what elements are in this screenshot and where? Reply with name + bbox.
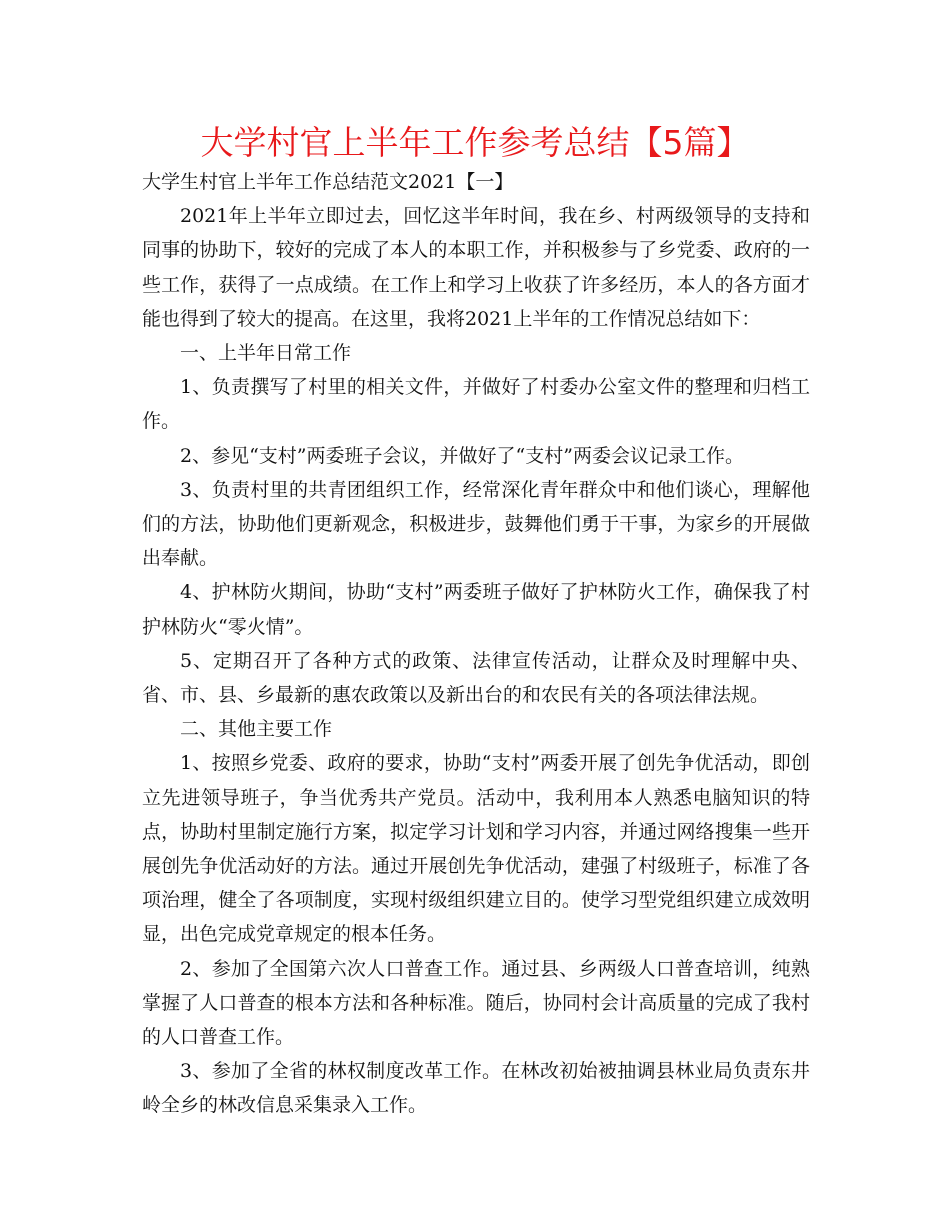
document-subtitle: 大学生村官上半年工作总结范文2021【一】 (142, 171, 514, 193)
paragraph-intro: 2021年上半年立即过去，回忆这半年时间，我在乡、村两级领导的支持和同事的协助下，较好的完成了本人的本职工作，并积极参与了乡党委、政府的一些工作，获得了一点成绩。在工作上和学习上收获了许多经历，本人的各方面才能也得到了较大的提高。在这里，我将2021上半年的工作情况总结如下： (142, 205, 810, 330)
section-heading-1: 一、上半年日常工作 (180, 342, 352, 365)
paragraph-item: 3、负责村里的共青团组织工作，经常深化青年群众中和他们谈心，理解他们的方法，协助他们更新观念，积极进步，鼓舞他们勇于干事，为家乡的开展做出奉献。 (142, 478, 810, 570)
paragraph-item: 1、按照乡党委、政府的要求，协助“支村”两委开展了创先争优活动，即创立先进领导班子，争当优秀共产党员。活动中，我利用本人熟悉电脑知识的特点，协助村里制定施行方案，拟定学习计划和学习内容，并通过网络搜集一些开展创先争优活动好的方法。通过开展创先争优活动，建强了村级班子，标准了各项治理，健全了各项制度，实现村级组织建立目的。使学习型党组织建立成效明显，出色完成党章规定的根本任务。 (142, 752, 810, 946)
paragraph-item: 2、参加了全国第六次人口普查工作。通过县、乡两级人口普查培训，纯熟掌握了人口普查的根本方法和各种标准。随后，协同村会计高质量的完成了我村的人口普查工作。 (142, 957, 810, 1049)
section-heading-2: 二、其他主要工作 (180, 718, 333, 741)
paragraph-item: 3、参加了全省的林权制度改革工作。在林改初始被抽调县林业局负责东井岭全乡的林改信息采集录入工作。 (142, 1060, 810, 1117)
paragraph-item: 2、参见“支村”两委班子会议，并做好了“支村”两委会议记录工作。 (180, 444, 744, 467)
paragraph-item: 5、定期召开了各种方式的政策、法律宣传活动，让群众及时理解中央、省、市、县、乡最新的惠农政策以及新出台的和农民有关的各项法律法规。 (142, 649, 810, 707)
document-title: 大学村官上半年工作参考总结【5篇】 (200, 123, 750, 162)
paragraph-item: 1、负责撰写了村里的相关文件，并做好了村委办公室文件的整理和归档工作。 (142, 376, 810, 433)
document-body (142, 165, 810, 1123)
paragraph-item: 4、护林防火期间，协助“支村”两委班子做好了护林防火工作，确保我了村护林防火“零火情”。 (142, 581, 810, 638)
